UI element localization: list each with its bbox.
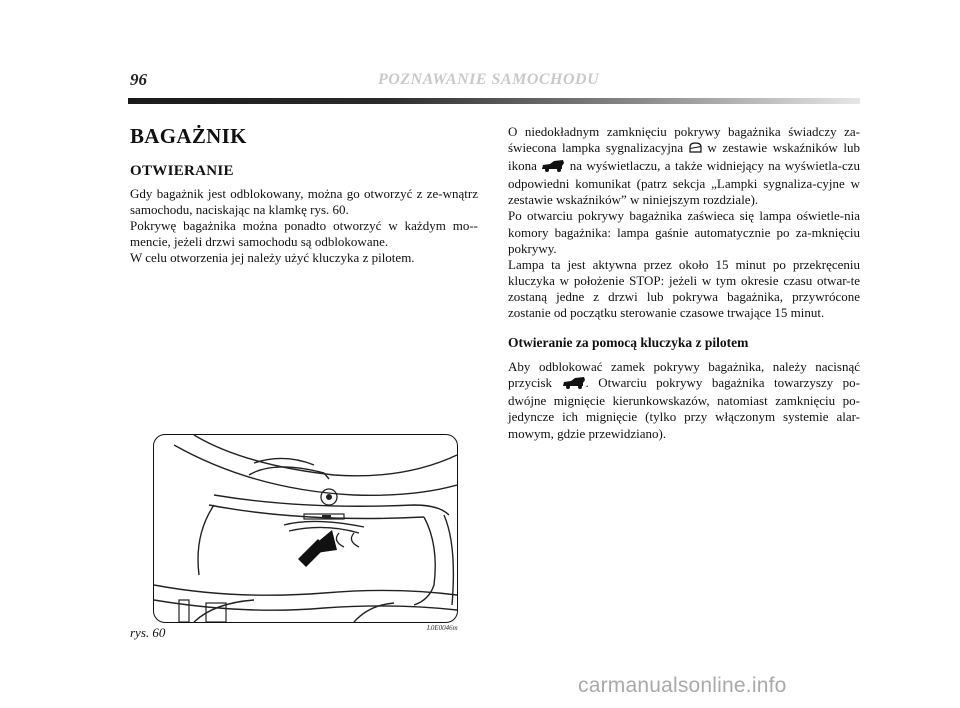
- car-trunk-open-icon: [541, 159, 565, 176]
- text-fragment: . Otwarciu pokrywy bagażnika towarzyszy po-dwójne mignięcie kierunkowskazów, natomiast zamknięciu po-jedyncze ich mignięcie (tylko przy włączonym systemie alar-mowym, gdzie przewidziano).: [508, 375, 860, 441]
- trunk-open-warning-icon: [689, 142, 702, 158]
- header-bar: [128, 98, 860, 104]
- subheading-opening: OTWIERANIE: [130, 163, 234, 179]
- figure-trunk-handle: [153, 434, 458, 623]
- text-fragment: na wyświetlaczu, a także widniejący na wyświetla-czu odpowiedni komunikat (patrz sekcja „Lampki sygnaliza-cyjne w zestawie wskaźników” w niniejszym rozdziale).: [508, 158, 860, 208]
- right-column: [508, 124, 860, 442]
- subheading-remote-opening: Otwieranie za pomocą kluczyka z pilotem: [508, 335, 749, 351]
- text-fragment: w zestawie wskaźników lub ikona: [508, 140, 860, 174]
- figure-caption: rys. 60: [130, 625, 166, 640]
- left-column: [130, 124, 478, 266]
- paragraph-warning-lamp: [508, 124, 860, 208]
- paragraph-interior-light: Po otwarciu pokrywy bagażnika zaświeca się lampa oświetle-nia komory bagażnika: lampa gaśnie automatycznie po za-mknięciu pokrywy.: [508, 208, 860, 256]
- paragraph-remote-key: W celu otworzenia jej należy użyć kluczyka z pilotem.: [130, 250, 415, 266]
- watermark: carmanualsonline.info: [578, 674, 787, 697]
- trunk-illustration: [154, 435, 457, 622]
- text-fragment: O niedokładnym zamknięciu pokrywy bagażnika świadczy za-świecona lampka sygnalizacyjna: [508, 124, 860, 156]
- car-trunk-button-icon: [562, 376, 586, 393]
- arrow-icon: [298, 530, 337, 567]
- paragraph-doors-unlocked: Pokrywę bagażnika można ponadto otworzyć w każdym mo-mencie, jeżeli drzwi samochodu są odblokowane.: [130, 218, 478, 250]
- main-heading: BAGAŻNIK: [130, 124, 247, 148]
- page-number: 96: [130, 70, 147, 89]
- paragraph-timer: Lampa ta jest aktywna przez około 15 minut po przekręceniu kluczyka w położenie STOP: jeżeli w tym okresie czasu otwar-te zostaną jedne z drzwi lub pokrywa bagażnika, przywrócone zostanie od początku sterowanie czasowe trwające 15 minut.: [508, 256, 860, 321]
- figure-code: L0E0046m: [427, 624, 458, 632]
- paragraph-remote-button: [508, 359, 860, 441]
- text-fragment: Aby odblokować zamek pokrywy bagażnika, należy nacisnąć przycisk: [508, 359, 860, 391]
- paragraph-handle: Gdy bagażnik jest odblokowany, można go otworzyć z ze-wnątrz samochodu, naciskając na klamkę rys. 60.: [130, 186, 478, 218]
- section-title: POZNAWANIE SAMOCHODU: [378, 71, 600, 88]
